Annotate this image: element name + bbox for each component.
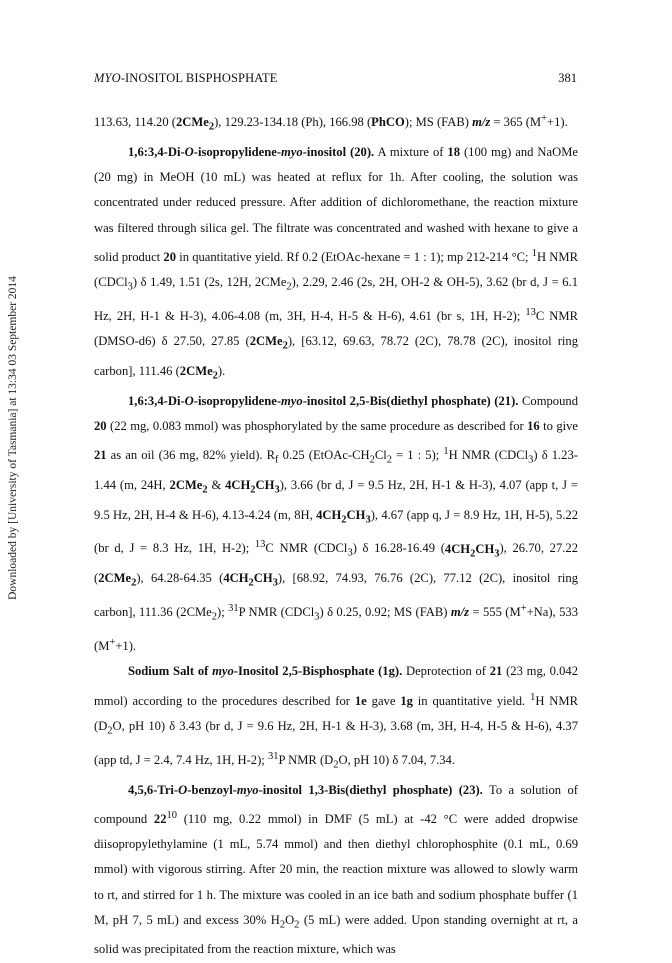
article-body [94,106,578,963]
download-watermark: Downloaded by [University of Tasmania] at 13:34 03 September 2014 [7,276,19,600]
compound-21-heading: 1,6:3,4-Di-O-isopropylidene-myo-inositol 2,5-Bis(diethyl phosphate) (21). [128,393,519,408]
compound-1g-heading: Sodium Salt of myo-Inositol 2,5-Bisphosphate (1g). [128,664,403,679]
running-header [94,71,577,86]
page-number: 381 [558,71,577,85]
paragraph-compound-23: 4,5,6-Tri-O-benzoyl-myo-inositol 1,3-Bis(diethyl phosphate) (23). To a solution of compound $22^{10}$ (110 mg, 0.22 mmol) in DMF (5 mL) at -42 °C were added dropwise diisopropylethylamine (1 mL, 5.74 mmol) and then diethyl chlorophosphite (0.1 mL, 0.69 mmol) with vigorous stirring. After 20 min, the reaction mixture was allowed to slowly warm to rt, and stirred for 1 h. The mixture was cooled in an ice bath and sodium phosphate buffer (1 M, pH 7, 5 mL) and excess 30% $H_2O_2$ (5 mL) were added. Upon standing overnight at rt, a solid was precipitated from the reaction mixture, which was [94,782,578,957]
compound-23-heading: 4,5,6-Tri-O-benzoyl-myo-inositol 1,3-Bis(diethyl phosphate) (23). [128,782,483,797]
paragraph-compound-1g: Sodium Salt of myo-Inositol 2,5-Bisphosphate (1g). Deprotection of 21 (23 mg, 0.042 mmol) according to the procedures described for 1e gave 1g in quantitative yield. $^1$H NMR ($D_2O$, pH 10) δ 3.43 (br d, J = 9.6 Hz, 2H, H-1 & H-3), 3.68 (m, 3H, H-4, H-5 & H-6), 4.37 (app td, J = 2.4, 7.4 Hz, 1H, H-2); $^{31}$P NMR ($D_2O$, pH 10) δ 7.04, 7.34. [94,664,578,771]
paragraph-compound-21: 1,6:3,4-Di-O-isopropylidene-myo-inositol 2,5-Bis(diethyl phosphate) (21). Compound 20 (22 mg, 0.083 mmol) was phosphorylated by the same procedure as described for 16 to give 21 as an oil (36 mg, 82% yield). $R_f$ 0.25 ($EtOAc-CH_2Cl_2 = 1$ : 5); $^1$H NMR (CDCl$_3$) δ 1.23-1.44 (m, 24H, 2CMe$_2$ & $4CH_2CH_3$), 3.66 (br d, J = 9.5 Hz, 2H, H-1 & H-3), 4.07 (app t, J = 9.5 Hz, 2H, H-4 & H-6), 4.13-4.24 (m, 8H, $4CH_2CH_3$), 4.67 (app q, J = 8.9 Hz, 1H, H-5), 5.22 (br d, J = 8.3 Hz, 1H, H-2); $^{13}$C NMR (CDCl$_3$) δ 16.28-16.49 $(4CH_2CH_3)$, 26.70, 27.22 (2CMe$_2$), 64.28-64.35 $(4CH_2CH_3)$, [68.92, 74.93, 76.76 (2C), 77.12 (2C), inositol ring carbon], 111.36 (2CMe$_2$); $^{31}$P NMR (CDCl$_3$) δ 0.25, 0.92; MS (FAB) m/z = 555 (M++Na), 533 (M++1). [94,393,578,654]
paragraph-ms-data: 113.63, 114.20 (2CMe$_2$), 129.23-134.18 (Ph), 166.98 (PhCO); MS (FAB) m/z = 365 (M++1). [94,113,568,133]
compound-20-heading: 1,6:3,4-Di-O-isopropylidene-myo-inositol (20). [128,144,375,159]
running-title: MYO-INOSITOL BISPHOSPHATE [94,71,278,85]
paragraph-compound-20: 1,6:3,4-Di-O-isopropylidene-myo-inositol (20). A mixture of 18 (100 mg) and NaOMe (20 mg) in MeOH (10 mL) was heated at reflux for 1h. After cooling, the solution was concentrated under reduced pressure. After addition of dichloromethane, the reaction mixture was filtered through silica gel. The filtrate was concentrated and washed with hexane to give a solid product 20 in quantitative yield. Rf 0.2 (EtOAc-hexane = 1 : 1); mp 212-214 °C; $^1$H NMR (CDCl$_3$) δ 1.49, 1.51 (2s, 12H, 2CMe$_2$), 2.29, 2.46 (2s, 2H, OH-2 & OH-5), 3.62 (br d, J = 6.1 Hz, 2H, H-1 & H-3), 4.06-4.08 (m, 3H, H-4, H-5 & H-6), 4.61 (br s, 1H, H-2); $^{13}$C NMR (DMSO-d6) δ 27.50, 27.85 (2CMe$_2$), [63.12, 69.63, 78.72 (2C), 78.78 (2C), inositol ring carbon], 111.46 (2CMe$_2$). [94,144,579,382]
